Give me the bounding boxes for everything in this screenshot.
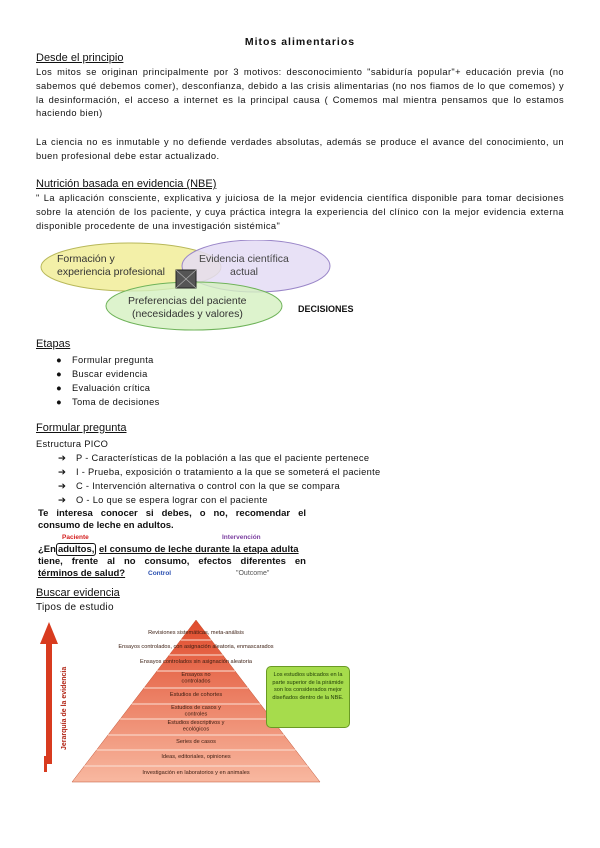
pico-example-line2: tiene, frente al no consumo, efectos diferentes en <box>38 556 306 567</box>
pico-label-control: Control <box>148 570 172 577</box>
pico-label-intervencion: Intervención <box>222 534 261 541</box>
section-heading-buscar: Buscar evidencia <box>36 587 120 599</box>
pico-example-intro: Te interesa conocer si debes, o no, recomendar el consumo de leche en adultos. <box>38 508 306 531</box>
pyramid-level-label: Estudios de casos y controles <box>171 705 221 718</box>
list-item: ➔ C - Intervención alternativa o control con la que se compara <box>58 481 340 491</box>
list-item: ➔ P - Características de la población a las que el paciente pertenece <box>58 453 370 463</box>
list-item: ➔ O - Lo que se espera lograr con el paciente <box>58 495 268 505</box>
arrow-right-icon: ➔ <box>58 481 67 491</box>
venn-label-experiencia-2: experiencia profesional <box>57 266 165 278</box>
pico-list <box>36 451 564 507</box>
pico-label-outcome: "Outcome" <box>236 570 270 577</box>
arrow-right-icon: ➔ <box>58 453 67 463</box>
pico-adultos-box: adultos, <box>57 544 95 555</box>
pyramid-level-label: Revisiones sistemáticas, meta-análisis <box>148 630 244 636</box>
section-heading-origen: Desde el principio <box>36 52 124 64</box>
pyramid-level-label: Ensayos controlados, con asignación aleatoria, enmascarados <box>118 644 274 650</box>
hierarchy-axis-label: Jerarquía de la evidencia <box>61 666 68 750</box>
list-item: ● Evaluación crítica <box>56 383 151 393</box>
pyramid-level-label: Estudios de cohortes <box>169 692 223 698</box>
pyramid-level-label: Series de casos <box>176 739 216 745</box>
arrow-right-icon: ➔ <box>58 467 67 477</box>
venn-label-experiencia-1: Formación y <box>57 253 115 265</box>
pico-example-line3: términos de salud? <box>38 568 126 579</box>
pyramid-level-label: Ideas, editoriales, opiniones <box>161 754 231 760</box>
pyramid-note: Los estudios ubicados en la parte superior de la pirámide son los considerados mejor diseñados dentro de la NBE. <box>266 666 350 728</box>
venn-label-evidencia-2: actual <box>230 266 259 278</box>
list-item: ● Formular pregunta <box>56 355 154 365</box>
bullet-icon: ● <box>56 383 62 393</box>
arrow-right-icon: ➔ <box>58 495 67 505</box>
hierarchy-arrow-shaft <box>46 642 52 764</box>
etapas-list <box>36 353 436 409</box>
pico-subheading: Estructura PICO <box>36 439 109 449</box>
bullet-icon: ● <box>56 397 62 407</box>
bullet-icon: ● <box>56 355 62 365</box>
section-heading-formular: Formular pregunta <box>36 422 127 434</box>
venn-decisiones-label: DECISIONES <box>298 304 354 314</box>
nbe-quote: " La aplicación consciente, explicativa y juiciosa de la mejor evidencia científica disponible para tomar decisiones sobre la atención de los paciente, y cuya práctica integra la experiencia del clínico con la mejor evidencia externa disponible procedente de una investigación sistémica" <box>36 193 564 231</box>
nbe-venn-diagram <box>36 240 376 332</box>
tipos-estudio-subheading: Tipos de estudio <box>36 602 114 613</box>
list-item: ➔ I - Prueba, exposición o tratamiento a la que se someterá el paciente <box>58 467 381 477</box>
section-heading-nbe: Nutrición basada en evidencia (NBE) <box>36 178 217 190</box>
paragraph-origen: Los mitos se originan principalmente por 3 motivos: desconocimiento "sabiduría popular"+ educación previa (no sabemos qué debemos comer), desconfianza, debido a las crisis alimentarias (no nos fiamos de lo que comemos) y la desinformación, el acceso a internet es la principal causa ( Comemos mal mientra pensamos que lo estamos haciendo bien) <box>36 67 564 119</box>
venn-label-evidencia-1: Evidencia científica <box>199 253 289 265</box>
section-heading-etapas: Etapas <box>36 338 71 350</box>
pico-example-question: ¿En adultos, el consumo de leche durante la etapa adulta <box>38 544 299 555</box>
venn-label-paciente-2: (necesidades y valores) <box>132 308 243 320</box>
venn-label-paciente-1: Preferencias del paciente <box>128 295 247 307</box>
paragraph-ciencia: La ciencia no es inmutable y no defiende verdades absolutas, además se produce el avance del conocimiento, un buen profesional debe estar actualizado. <box>36 137 564 161</box>
pyramid-level-label: Investigación en laboratorios y en animales <box>142 770 250 776</box>
pico-label-paciente: Paciente <box>62 534 89 541</box>
hierarchy-arrow-base <box>44 756 47 772</box>
pyramid-level-label: Ensayos controlados sin asignación aleatoria <box>140 659 252 665</box>
hierarchy-arrow-head <box>40 622 58 644</box>
bullet-icon: ● <box>56 369 62 379</box>
list-item: ● Toma de decisiones <box>56 397 160 407</box>
list-item: ● Buscar evidencia <box>56 369 148 379</box>
pyramid-level-label: Ensayos no controlados <box>181 672 211 685</box>
document-title: Mitos alimentarios <box>244 36 356 48</box>
pyramid-level-label: Estudios descriptivos y ecológicos <box>167 720 225 733</box>
